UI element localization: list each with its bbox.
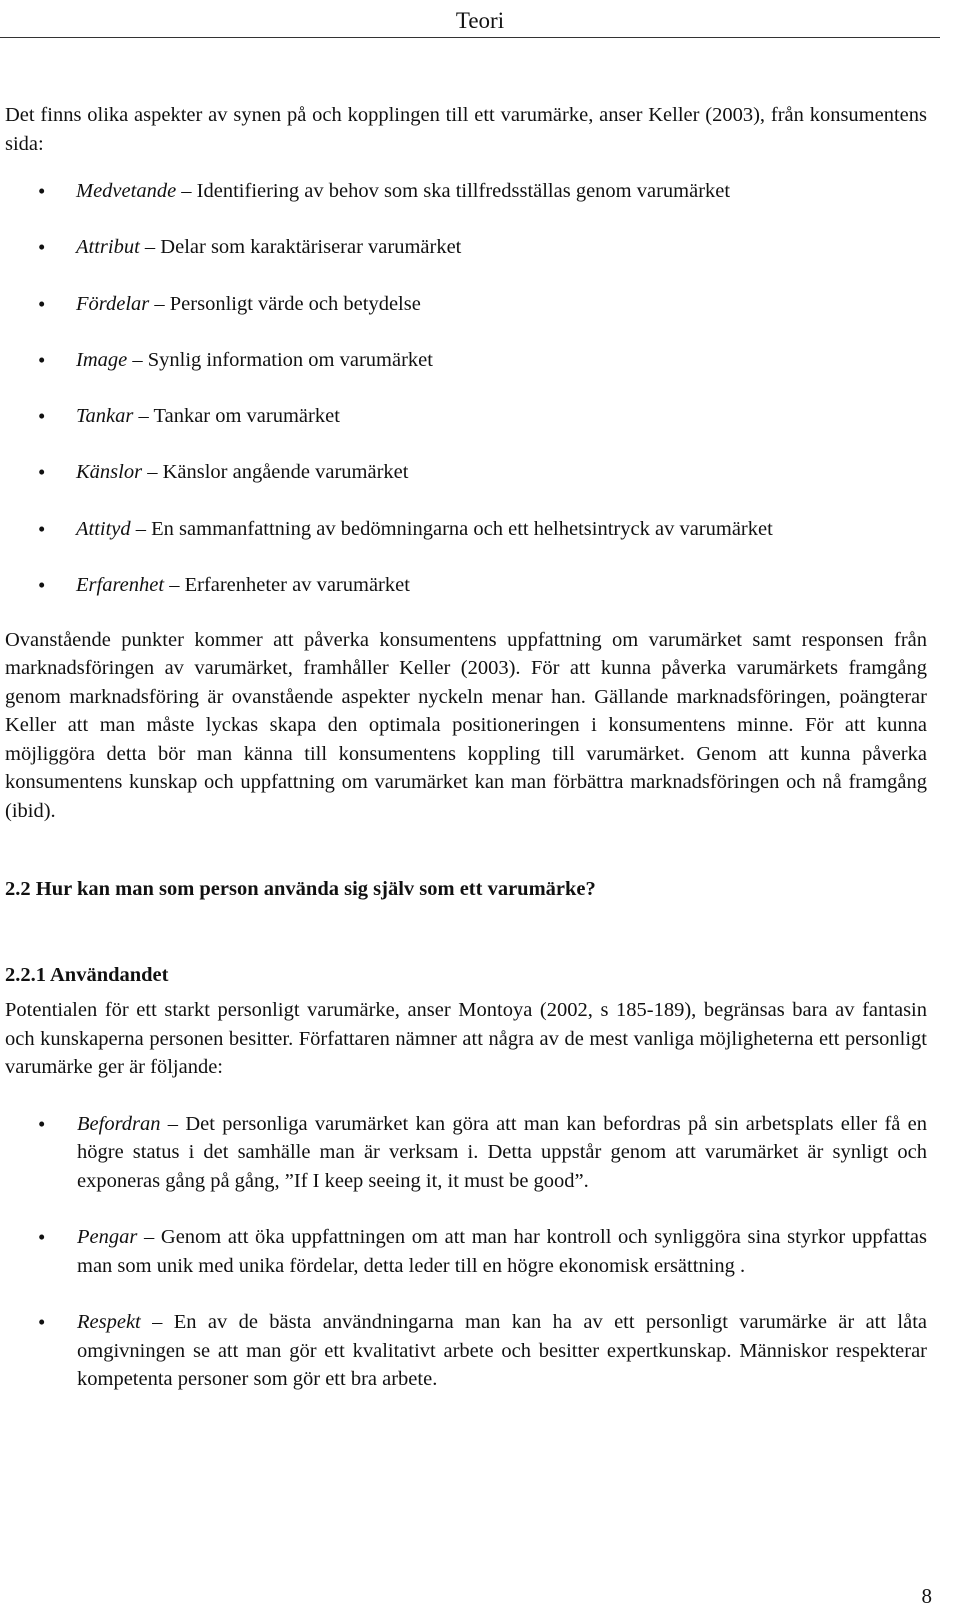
aspect-term: Känslor [76, 461, 143, 484]
bullet-icon: • [38, 404, 46, 429]
aspect-separator: – [149, 292, 170, 315]
aspect-description: Känslor angående varumärket [162, 461, 409, 484]
aspect-description: Tankar om varumärket [153, 405, 340, 428]
list-item [5, 515, 927, 571]
benefit-description: En av de bästa användningarna man kan ha av ett personligt varumärke är att låta omgivningen se att man gör ett kvalitativt arbete och besitter expertkunskap. Människor respekterar kompetenta personer som gör ett bra arbete. [77, 1311, 928, 1391]
aspect-term: Erfarenhet [76, 574, 165, 597]
aspects-list [5, 177, 927, 600]
aspect-term: Fördelar [76, 292, 150, 315]
aspect-separator: – [142, 461, 163, 484]
bullet-icon: • [38, 573, 46, 598]
page-content [5, 101, 927, 1422]
aspect-term: Attityd [76, 517, 131, 540]
benefit-term: Respekt [77, 1311, 141, 1334]
bullet-icon: • [38, 347, 46, 372]
header-divider [0, 37, 940, 38]
benefit-term: Befordran [77, 1112, 161, 1135]
benefit-separator: – [137, 1226, 161, 1249]
bullet-icon: • [38, 1225, 46, 1250]
aspect-term: Image [76, 348, 128, 371]
aspect-description: Synlig information om varumärket [147, 348, 433, 371]
bullet-icon: • [38, 460, 46, 485]
aspect-separator: – [164, 574, 185, 597]
intro-paragraph: Det finns olika aspekter av synen på och kopplingen till ett varumärke, anser Keller (2003), från konsumentens sida: [5, 104, 927, 155]
aspect-description: Erfarenheter av varumärket [184, 574, 410, 597]
bullet-icon: • [38, 235, 46, 260]
aspect-description: Personligt värde och betydelse [169, 292, 421, 315]
list-item [5, 177, 927, 233]
bullet-icon: • [38, 516, 46, 541]
list-item [5, 233, 927, 289]
benefit-description: Genom att öka uppfattningen om att man har kontroll och synliggöra sina styrkor uppfattas man som unik med unika fördelar, detta leder till en högre ekonomisk ersättning . [77, 1226, 928, 1277]
aspect-description: Delar som karaktäriserar varumärket [160, 236, 462, 259]
aspect-description: Identifiering av behov som ska tillfredsställas genom varumärket [196, 180, 731, 202]
aspect-separator: – [176, 180, 197, 202]
bullet-icon: • [38, 179, 46, 203]
list-item [5, 346, 927, 402]
benefit-description: Det personliga varumärket kan göra att man kan befordras på sin arbetsplats eller få en högre status i det samhälle man är verksam i. Detta uppstår genom att varumärket är synligt och exponeras gång på gång, ”If I keep seeing it, it must be good”. [77, 1112, 927, 1192]
list-item [5, 1223, 927, 1280]
aspect-term: Attribut [76, 236, 140, 259]
bullet-icon: • [38, 1310, 46, 1335]
running-header: Teori [455, 8, 505, 33]
body-paragraph: Potentialen för ett starkt personligt varumärke, anser Montoya (2002, s 185-189), begränsas bara av fantasin och kunskaperna personen besitter. Författaren nämner att några av de mest vanliga möjligheterna ett personligt varumärke ger är följande: [5, 999, 927, 1079]
benefit-separator: – [160, 1112, 186, 1135]
benefits-list [5, 1110, 927, 1394]
aspect-separator: – [130, 517, 152, 540]
list-item [5, 290, 927, 346]
section-heading: 2.2 Hur kan man som person använda sig själv som ett varumärke? [5, 878, 596, 901]
bullet-icon: • [38, 291, 46, 316]
aspect-separator: – [127, 348, 148, 371]
body-paragraph: Ovanstående punkter kommer att påverka konsumentens uppfattning om varumärket samt responsen från marknadsföringen av varumärket, framhåller Keller (2003). För att kunna påverka varumärkets framgång genom marknadsföring är ovanstående aspekter nyckeln menar han. Gällande marknadsföringen, poängterar Keller att man måste lyckas skapa den optimala positioneringen i konsumentens minne. För att kunna möjliggöra detta bör man känna till konsumentens koppling till varumärket. Genom att kunna påverka konsumentens kunskap och uppfattning om varumärket kan man förbättra marknadsföringen och nå framgång (ibid). [5, 628, 927, 822]
benefit-term: Pengar [77, 1226, 138, 1249]
aspect-separator: – [139, 236, 161, 259]
page-number: 8 [921, 1584, 932, 1608]
list-item [5, 458, 927, 514]
aspect-separator: – [133, 405, 154, 428]
aspect-description: En sammanfattning av bedömningarna och ett helhetsintryck av varumärket [151, 517, 773, 540]
bullet-icon: • [38, 1111, 46, 1136]
list-item [5, 1308, 927, 1394]
subsection-heading: 2.2.1 Användandet [5, 963, 169, 986]
aspect-term: Tankar [76, 405, 134, 428]
list-item [5, 402, 927, 458]
list-item [5, 1110, 927, 1196]
list-item [5, 571, 927, 600]
aspect-term: Medvetande [76, 180, 177, 202]
benefit-separator: – [140, 1311, 174, 1334]
